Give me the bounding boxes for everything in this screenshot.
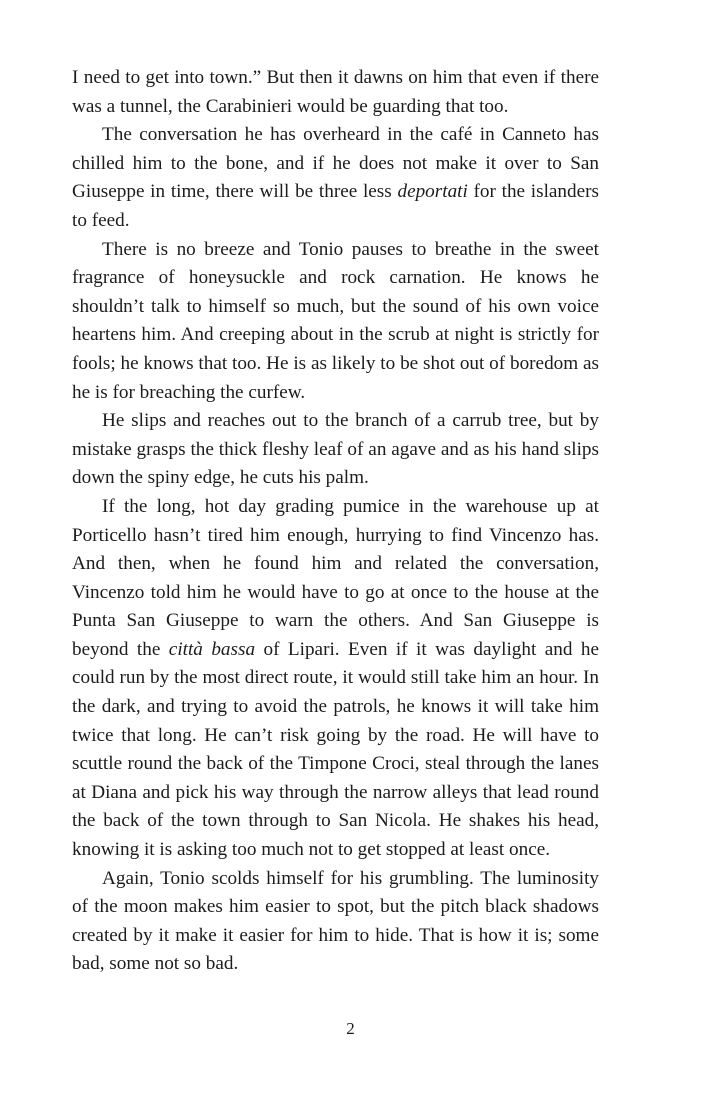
page-number: 2 (346, 1019, 355, 1038)
paragraph-2-text-b: for the islanders to feed. (72, 181, 599, 231)
paragraph-2-text-a: The conversation he has overheard in the café in Canneto has chilled him to the bone, and if he does not make it over to San Giuseppe in time, there will be three less (72, 124, 599, 203)
paragraph-3-text: There is no breeze and Tonio pauses to breathe in the sweet fragrance of honeysuckle and rock carnation. He knows he shouldn’t talk to himself so much, but the sound of his own voice heartens him. And creeping about in the scrub at night is strictly for fools; he knows that too. He is as likely to be shot out of boredom as he is for breaching the curfew. (72, 238, 599, 403)
page-body (72, 64, 599, 979)
paragraph-2 (72, 121, 599, 235)
paragraph-6-text: Again, Tonio scolds himself for his grumbling. The luminosity of the moon makes him easier to spot, but the pitch black shadows created by it make it easier for him to hide. That is how it is; some bad, some not so bad. (72, 867, 599, 975)
paragraph-5-text-b: of Lipari. Even if it was daylight and he could run by the most direct route, it would still take him an hour. In the dark, and trying to avoid the patrols, he knows it will take him twice that long. He can’t risk going by the road. He will have to scuttle round the back of the Timpone Croci, steal through the lanes at Diana and pick his way through the narrow alleys that lead round the back of the town through to San Nicola. He shakes his head, knowing it is asking too much not to get stopped at least once. (72, 638, 599, 861)
paragraph-4 (72, 407, 599, 493)
paragraph-6 (72, 865, 599, 979)
paragraph-5-text-a: If the long, hot day grading pumice in the warehouse up at Porticello hasn’t tired him enough, hurrying to find Vincenzo has. And then, when he found him and related the conversation, Vincenzo told him he would have to go at once to the house at the Punta San Giuseppe to warn the others. And San Giuseppe is beyond the (72, 495, 599, 660)
italic-word-deportati: deportati (397, 181, 468, 203)
paragraph-1 (72, 64, 599, 121)
italic-phrase-citta-bassa: città bassa (168, 638, 256, 660)
paragraph-1-text: I need to get into town.” But then it dawns on him that even if there was a tunnel, the Carabinieri would be guarding that too. (72, 67, 599, 117)
paragraph-4-text: He slips and reaches out to the branch of a carrub tree, but by mistake grasps the thick fleshy leaf of an agave and as his hand slips down the spiny edge, he cuts his palm. (72, 410, 599, 489)
paragraph-5 (72, 493, 599, 865)
paragraph-3 (72, 236, 599, 408)
